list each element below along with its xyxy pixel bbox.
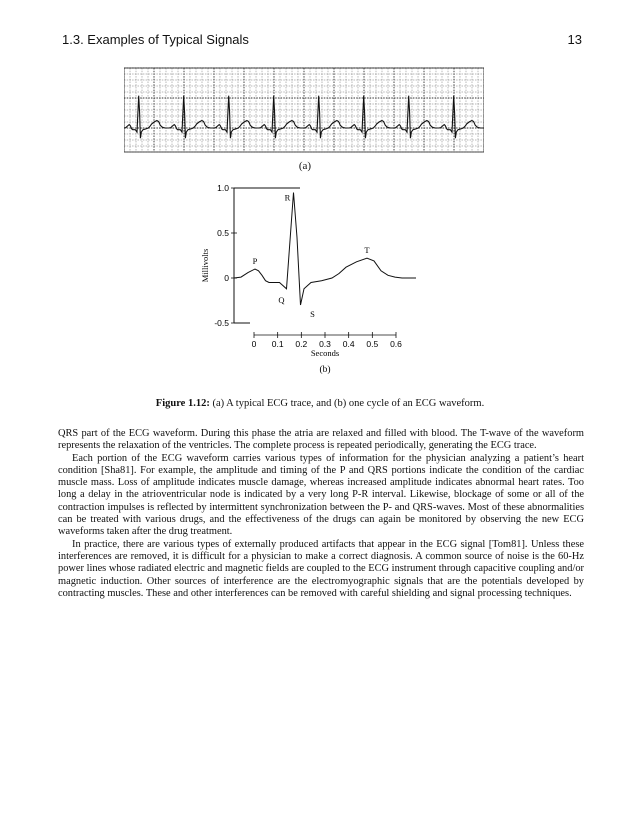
caption-label: Figure 1.12:	[155, 398, 210, 409]
x-tick-label: 0	[251, 339, 257, 349]
x-tick-label: 0.2	[295, 339, 308, 349]
wave-label-s: S	[310, 309, 315, 319]
ecg-cycle-line	[234, 193, 416, 306]
x-tick-label: 0.6	[390, 339, 402, 349]
panel-a-label: (a)	[298, 160, 312, 172]
x-tick-label: 0.5	[366, 339, 379, 349]
figure-caption	[60, 398, 580, 409]
section-title: 1.3. Examples of Typical Signals	[62, 32, 249, 47]
y-axis-title: Millivolts	[200, 248, 210, 283]
wave-label-q: Q	[278, 294, 285, 305]
wave-label-t: T	[364, 245, 370, 256]
chart-labels	[200, 183, 402, 375]
x-tick-label: 0.3	[319, 339, 331, 349]
y-tick-label: 0	[224, 273, 229, 283]
running-header	[62, 32, 582, 50]
y-tick-label: 1.0	[217, 183, 229, 193]
y-tick-label: 0.5	[217, 228, 229, 238]
y-tick-label: -0.5	[214, 318, 229, 328]
x-tick-label: 0.4	[342, 339, 355, 349]
x-axis-title: Seconds	[310, 348, 340, 358]
panel-b-label: (b)	[319, 365, 331, 375]
ecg-trace-strip	[124, 60, 484, 160]
chart-axes	[234, 188, 396, 335]
wave-label-r: R	[284, 192, 291, 203]
ecg-cycle-chart	[190, 178, 430, 378]
paragraph-3: In practice, there are various types of externally produced artifacts that appear in the ECG signal [Tom81]. Unless these interferences are removed, it is difficult for a physician to make a correct diagnosis. A common source of noise is the 60-Hz power lines whose radiated electric and magnetic fields are coupled to the ECG instrument through capacitive coupling and/or magnetic induction. Other sources of interference are the electromyographic signals that are the potentials developed by contracting muscles. These and other interferences can be removed with careful shielding and signal processing techniques.	[58, 538, 584, 599]
wave-label-p: P	[252, 256, 258, 266]
paragraph-2: Each portion of the ECG waveform carries various types of information for the physician analyzing a patient’s heart condition [Sha81]. For example, the amplitude and timing of the P and QRS portions indicate the condition of the cardiac muscle mass. Loss of amplitude indicates muscle damage, whereas increased amplitude indicates abnormal heart rates. Too long a delay in the atrioventricular node is indicated by a very long P-R interval. Likewise, blockage of some or all of the contraction impulses is reflected by intermittent synchronization between the P- and QRS-waves. Most of these abnormalities can be treated with various drugs, and the effectiveness of the drugs can again be monitored by observing the new ECG waveforms taken after the drug treatment.	[58, 452, 584, 538]
caption-text: (a) A typical ECG trace, and (b) one cycle of an ECG waveform.	[212, 398, 485, 409]
body-text	[58, 428, 584, 600]
strip-grid	[124, 68, 484, 152]
page-number: 13	[567, 32, 582, 47]
x-tick-label: 0.1	[271, 339, 284, 349]
paragraph-1: QRS part of the ECG waveform. During this phase the atria are relaxed and filled with blood. The T-wave of the waveform represents the relaxation of the ventricles. The complete process is repeated periodically, generating the ECG trace.	[58, 428, 584, 452]
